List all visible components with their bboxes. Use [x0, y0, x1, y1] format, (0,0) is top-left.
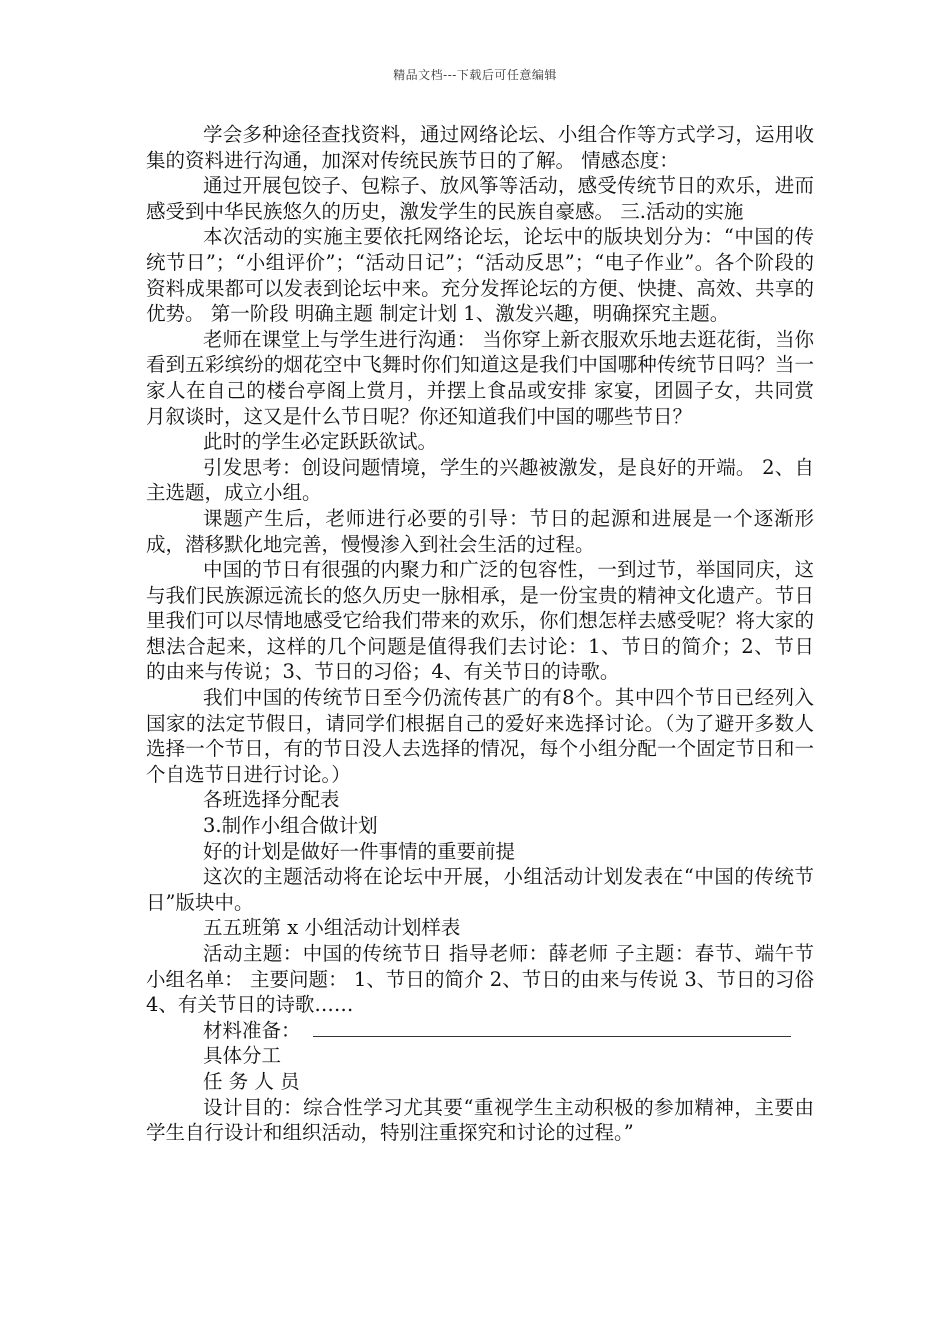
paragraph-emotion: 通过开展包饺子、包粽子、放风筝等活动，感受传统节日的欢乐，进而感受到中华民族悠久的历史，激发学生的民族自豪感。 三.活动的实施 — [146, 174, 814, 223]
paragraph-activity-theme: 活动主题：中国的传统节日 指导老师：薛老师 子主题：春节、端午节 小组名单： 主要问题： 1、节日的简介 2、节日的由来与传说 3、节日的习俗 4、有关节日的诗歌…… — [146, 942, 814, 1017]
page-header: 精品文档---下载后可任意编辑 — [393, 68, 557, 82]
paragraph-sample-table: 五五班第 x 小组活动计划样表 — [203, 916, 461, 940]
paragraph-teacher-talk: 老师在课堂上与学生进行沟通： 当你穿上新衣服欢乐地去逛花街，当你看到五彩缤纷的烟花空中飞舞时你们知道这是我们中国哪种传统节日吗？当一家人在自己的楼台亭阁上赏月，并摆上食品或安排 家宴，团圆子女，共同赏月叙谈时，这又是什么节日呢？你还知道我们中国的哪些节日？ — [146, 327, 814, 428]
paragraph-allocation-table: 各班选择分配表 — [203, 788, 340, 812]
paragraph-plan-premise: 好的计划是做好一件事情的重要前提 — [203, 839, 516, 863]
paragraph-methods: 学会多种途径查找资料，通过网络论坛、小组合作等方式学习，运用收集的资料进行沟通，加深对传统民族节日的了解。 情感态度： — [146, 123, 814, 172]
paragraph-materials — [146, 1018, 814, 1044]
paragraph-task: 任 务 人 员 — [203, 1069, 300, 1093]
paragraph-eight-festivals: 我们中国的传统节日至今仍流传甚广的有8个。其中四个节日已经列入国家的法定节假日，请同学们根据自己的爱好来选择讨论。（为了避开多数人选择一个节日，有的节日没人去选择的情况，每个小组分配一个固定节日和一个自选节日进行讨论。） — [146, 686, 814, 786]
paragraph-festivals: 中国的节日有很强的内聚力和广泛的包容性，一到过节，举国同庆，这与我们民族源远流长的悠久历史一脉相承，是一份宝贵的精神文化遗产。节日里我们可以尽情地感受它给我们带来的欢乐，你们想怎样去感受呢？将大家的想法合起来，这样的几个问题是值得我们去讨论：1、节日的简介；2、节日的由来与传说；3、节日的习俗；4、有关节日的诗歌。 — [146, 558, 814, 684]
paragraph-thinking: 引发思考：创设问题情境，学生的兴趣被激发，是良好的开端。 2、自主选题，成立小组。 — [146, 455, 814, 505]
paragraph-students: 此时的学生必定跃跃欲试。 — [203, 430, 438, 454]
materials-blank-line — [313, 1022, 791, 1037]
paragraph-division: 具体分工 — [203, 1044, 282, 1068]
paragraph-implementation: 本次活动的实施主要依托网络论坛，论坛中的版块划分为：“中国的传统节日”；“小组评价”；“活动日记”；“活动反思”；“电子作业”。各个阶段的资料成果都可以发表到论坛中来。充分发挥论坛的方便、快捷、高效、共享的优势。 第一阶段 明确主题 制定计划 1、激发兴趣，明确探究主题。 — [146, 225, 814, 326]
paragraph-forum: 这次的主题活动将在论坛中开展，小组活动计划发表在“中国的传统节日”版块中。 — [146, 865, 814, 914]
paragraph-plan-heading: 3.制作小组合做计划 — [203, 814, 378, 838]
paragraph-design-purpose: 设计目的：综合性学习尤其要“重视学生主动积极的参加精神，主要由学生自行设计和组织活动，特别注重探究和讨论的过程。” — [146, 1095, 814, 1145]
paragraph-guidance: 课题产生后，老师进行必要的引导：节日的起源和进展是一个逐渐形成，潜移默化地完善，慢慢渗入到社会生活的过程。 — [146, 506, 814, 556]
materials-label: 材料准备： — [203, 1018, 301, 1042]
document-body — [146, 122, 814, 1146]
